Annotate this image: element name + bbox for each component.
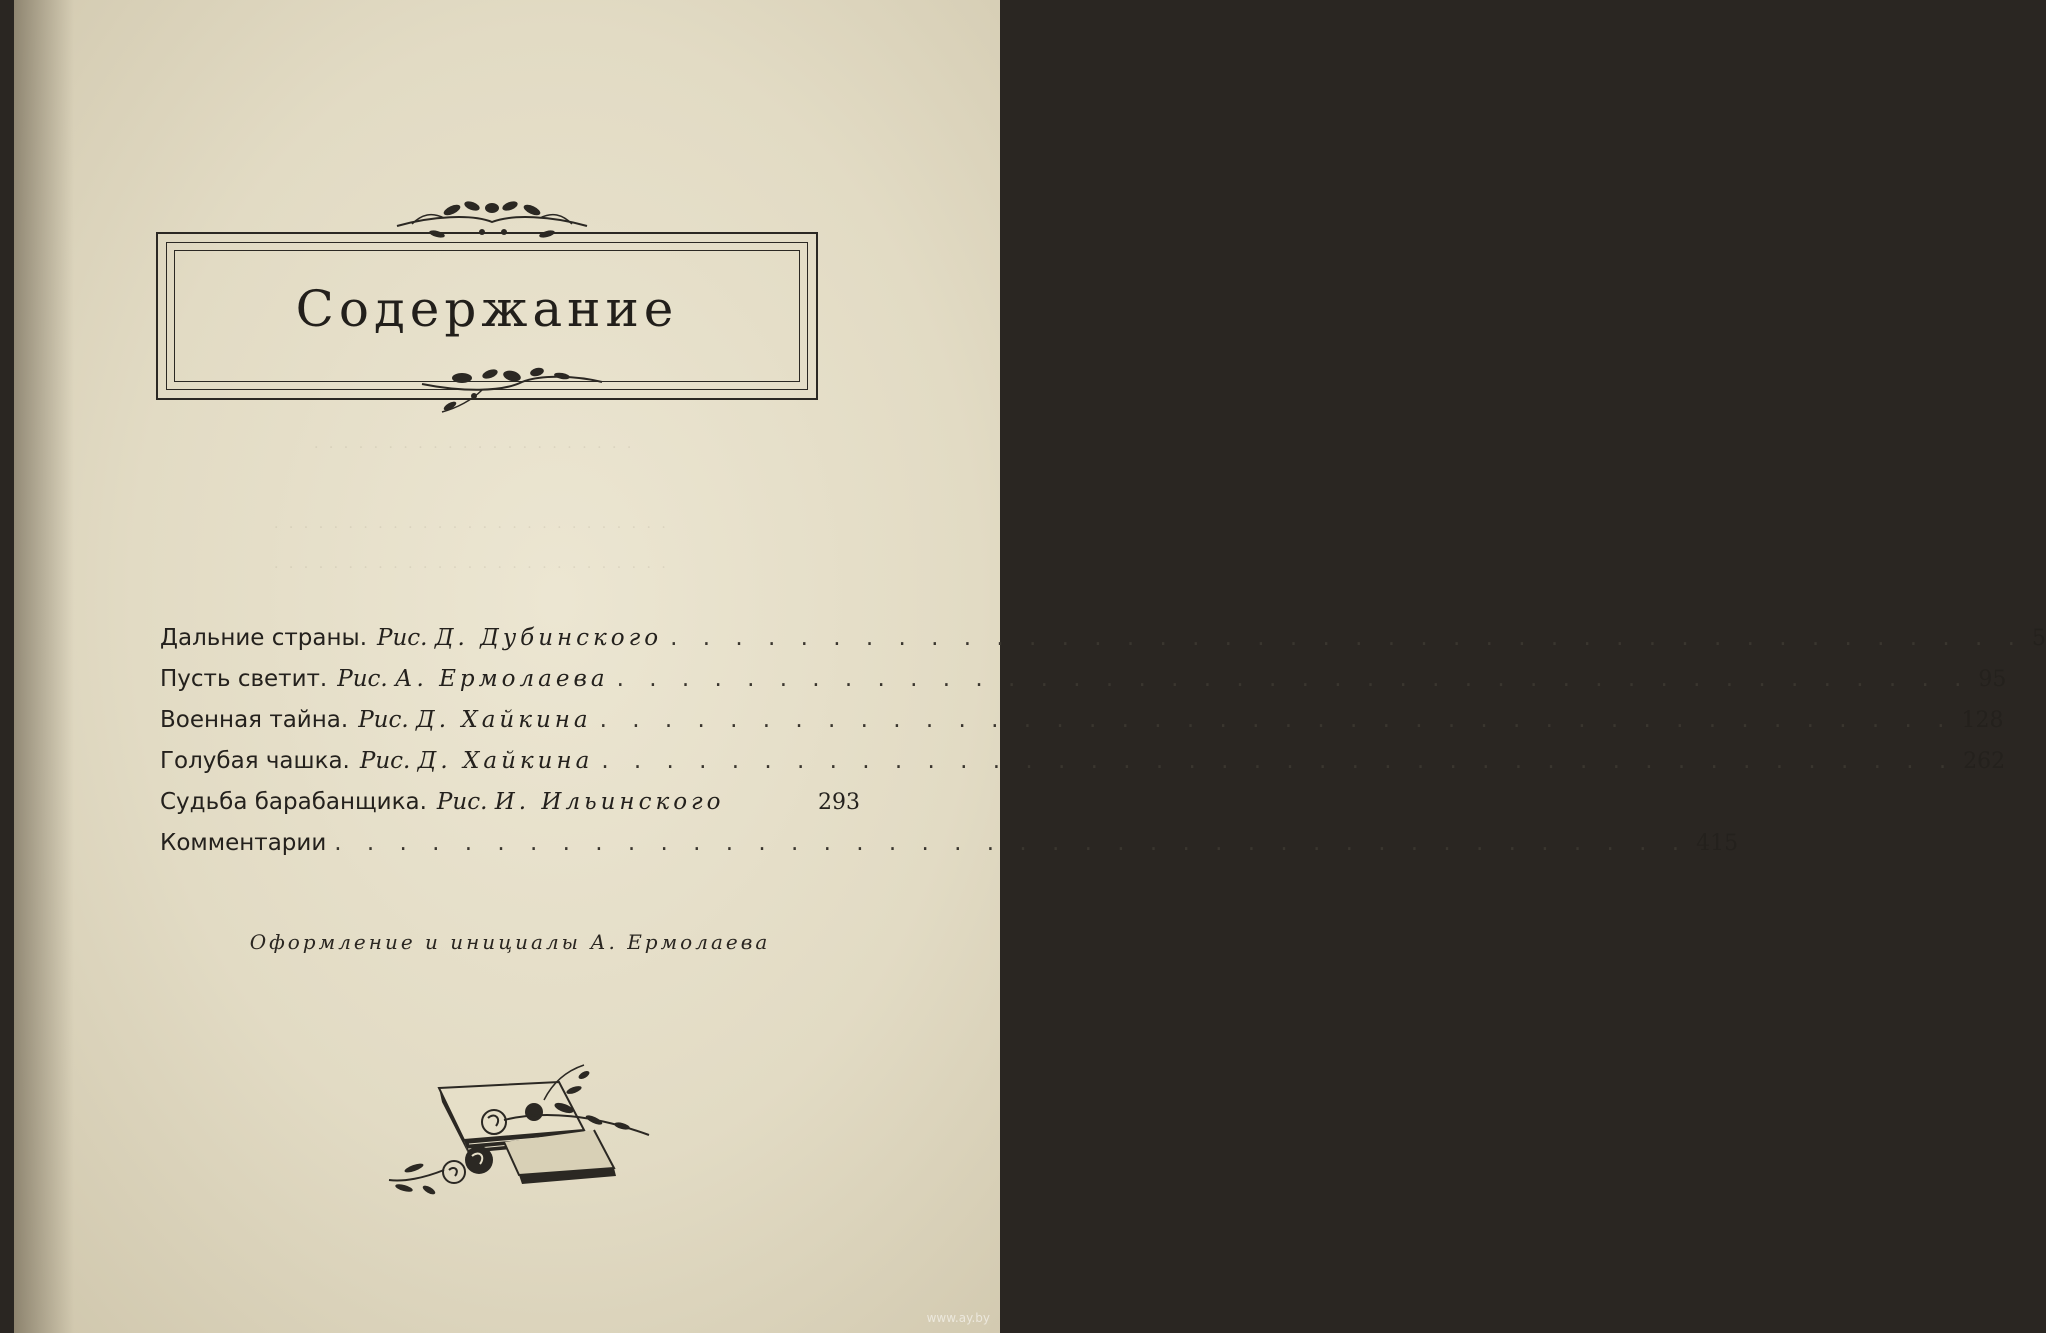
entry-page-number: 128	[1961, 708, 2004, 733]
entry-page-number: 293	[818, 790, 860, 815]
dot-leader: . . . . . . . . . . . . . . . . . . . . . . . . . . . . . . . . . . . . . . . . . .	[601, 748, 1956, 774]
dot-leader: . . . . . . . . . . . . . . . . . . . . . . . . . . . . . . . . . . . . . . . . . .	[670, 625, 2024, 651]
entry-illustrator: Рис. Д. Дубинского	[377, 625, 663, 651]
book-with-flowers-icon	[384, 1060, 654, 1200]
gutter-shadow	[14, 0, 74, 1333]
entry-page-number: 5	[2031, 626, 2046, 651]
toc-entry[interactable]	[160, 748, 2006, 789]
entry-page-number: 262	[1963, 749, 2006, 774]
bleed-through-text: · · · · · · · · · · · · · · · · · · · · · ·	[314, 440, 635, 456]
entry-title: Голубая чашка.	[160, 748, 350, 774]
entry-title: Комментарии	[160, 830, 327, 856]
toc-entry[interactable]	[160, 789, 860, 830]
entry-page-number: 415	[1696, 831, 1739, 856]
toc-entry[interactable]	[160, 707, 2004, 748]
book-page: Содержание · · · · · · · · · · · · · · · · · · · · · · · · · · · · · · · · · · · · · · · · · · · · · · · · · · · · · · · · · · · · · · · · · · · · · · · · · · · · Дальние страны. Рис. Д. Дубинского . . . . . . . . . . . . . . . . . . . . . . . . . . . . . . . . . . . . . . . . . . 5 Пусть светит. Рис. А. Ермолаева . . . . . . . . . . . . . . . . . . . . . . . . . . . . . . . . . . . . . . . . . . 95 Военная тайна. Рис. Д. Хайкина . . . . . . . . . . . . . . . . . . . . . . . . . . . . . . . . . . . . . . . . . . 128 Голубая чашка. Рис. Д. Хайкина . . . . . . . . . . . . . . . . . . . . . . . . . . . . . . . . . . . . . . . . . . 262 Судьба барабанщика. Рис. И. Ильинского 293 Комментарии . . . . . . . . . . . . . . . . . . . . . . . . . . . . . . . . . . . . . . . . . . 415 Оформление и инициалы А. Ермолаева www.ay.by	[14, 0, 1000, 1333]
dot-leader: . . . . . . . . . . . . . . . . . . . . . . . . . . . . . . . . . . . . . . . . . .	[334, 830, 1689, 856]
design-credits: Оформление и инициалы А. Ермолаева	[249, 930, 771, 954]
entry-page-number: 95	[1978, 667, 2007, 692]
toc-entry[interactable]	[160, 625, 2046, 666]
dot-leader: . . . . . . . . . . . . . . . . . . . . . . . . . . . . . . . . . . . . . . . . . .	[599, 707, 1954, 733]
entry-title: Дальние страны.	[160, 625, 368, 651]
entry-illustrator: Рис. И. Ильинского	[436, 789, 725, 815]
page-title: Содержание	[295, 280, 679, 338]
floral-garland-top-icon	[392, 196, 592, 244]
table-of-contents	[160, 625, 2046, 871]
site-watermark: www.ay.by	[926, 1311, 990, 1325]
entry-illustrator: Рис. А. Ермолаева	[337, 666, 609, 692]
entry-illustrator: Рис. Д. Хайкина	[358, 707, 592, 733]
entry-title: Пусть светит.	[160, 666, 328, 692]
entry-illustrator: Рис. Д. Хайкина	[359, 748, 594, 774]
toc-entry[interactable]	[160, 666, 2007, 707]
entry-title: Военная тайна.	[160, 707, 349, 733]
toc-entry[interactable]	[160, 830, 1739, 871]
floral-garland-bottom-icon	[412, 362, 612, 418]
entry-title: Судьба барабанщика.	[160, 789, 427, 815]
dot-leader: . . . . . . . . . . . . . . . . . . . . . . . . . . . . . . . . . . . . . . . . . .	[616, 666, 1971, 692]
